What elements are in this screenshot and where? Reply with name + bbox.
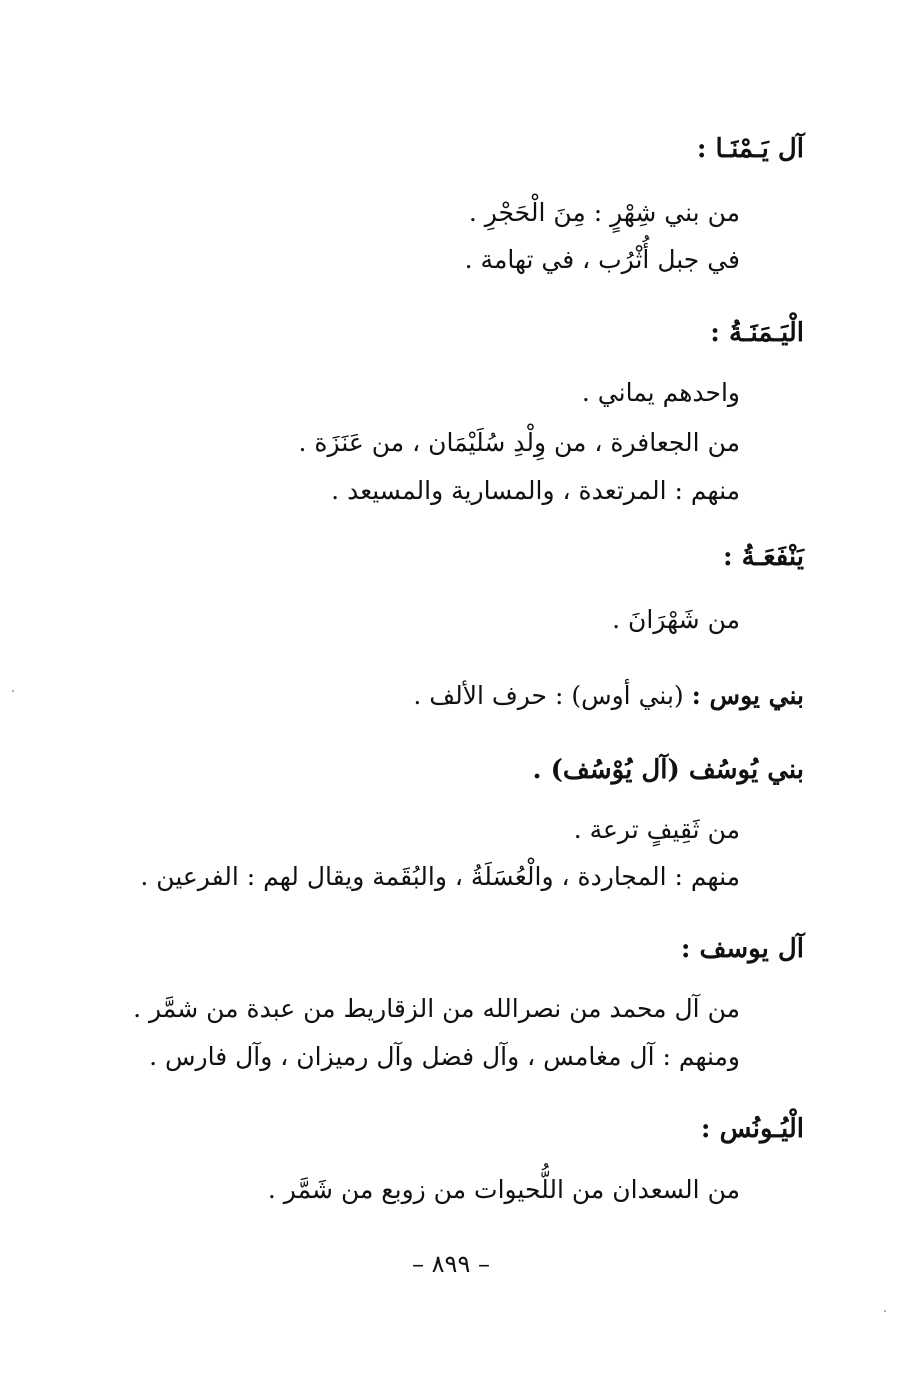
entry-line: ومنهم : آل مغامس ، وآل فضل وآل رميزان ، وآل فارس . xyxy=(149,1042,740,1071)
entry-heading-yanfaa: يَنْفَعَـةُ : xyxy=(723,542,804,572)
entry-heading-al-yamna: آل يَـمْنَـا : xyxy=(696,134,804,164)
entry-heading-bani-yusuf: بني يُوسُف (آل يُوْسُف) . xyxy=(532,755,804,785)
entry-heading-bani-yus: بني يوس : xyxy=(691,681,804,710)
entry-heading-al-yusuf: آل يوسف : xyxy=(680,934,804,964)
entry-line: من الجعافرة ، من وِلْدِ سُلَيْمَان ، من عَنَزَة . xyxy=(298,428,740,457)
page-number: – ٨٩٩ – xyxy=(412,1250,490,1278)
entry-line: منهم : المرتعدة ، والمسارية والمسيعد . xyxy=(331,476,740,505)
entry-heading-al-yamana: الْيَـمَنَـةُ : xyxy=(710,318,804,348)
entry-line: من ثَقِيفٍ ترعة . xyxy=(573,815,740,844)
entry-line: من شَهْرَانَ . xyxy=(612,605,740,634)
entry-line: واحدهم يماني . xyxy=(581,378,740,407)
entry-heading-al-yunus: الْيُـونُس : xyxy=(700,1114,804,1144)
entry-line: منهم : المجاردة ، والْعُسَلَةُ ، والبُقَمة ويقال لهم : الفرعين . xyxy=(140,862,740,891)
entry-line: من السعدان من اللُّحيوات من زوبع من شَمَّر . xyxy=(267,1175,740,1204)
scan-speck xyxy=(884,1310,886,1312)
entry-line: من آل محمد من نصرالله من الزقاريط من عبدة من شمَّر . xyxy=(133,994,740,1023)
entry-line: في جبل أُثْرُب ، في تهامة . xyxy=(464,245,740,274)
entry-line: من بني شِهْرٍ : مِنَ الْحَجْرِ . xyxy=(468,198,740,227)
scan-speck xyxy=(12,690,14,692)
entry-heading-rest: (بني أوس) : حرف الألف . xyxy=(413,681,684,710)
entry-bani-yus xyxy=(0,676,902,716)
